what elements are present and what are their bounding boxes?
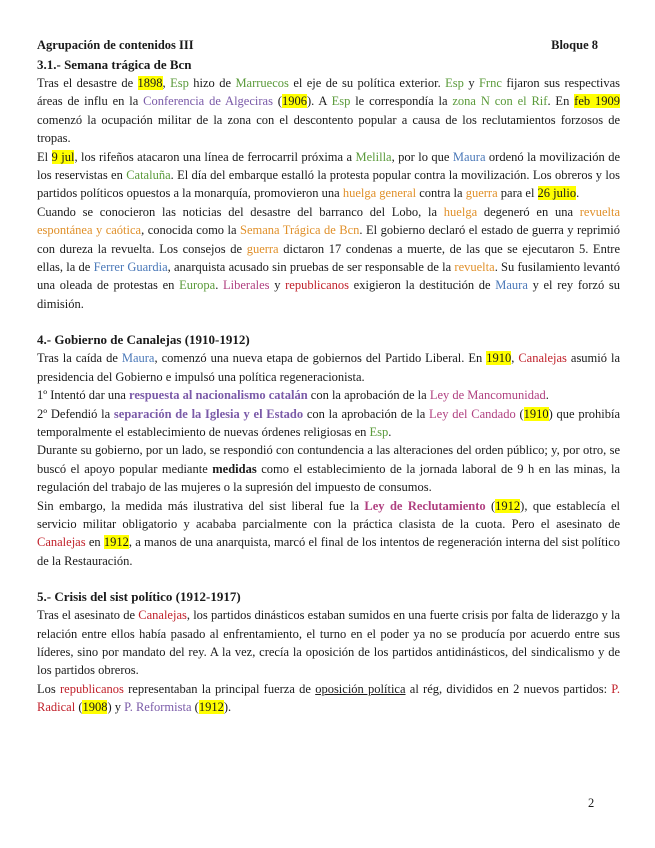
- paragraph: El 9 jul, los rifeños atacaron una línea de ferrocarril próxima a Melilla, por lo que Maura ordenó la movilización de los reservistas en Cataluña. El día del embarque estalló la protesta popular contra la movilización. Los obreros y los partidos políticos opuestos a la monarquía, promovieron una huelga general contra la guerra para el 26 julio.: [37, 149, 621, 201]
- section-3-1-heading: 3.1.- Semana trágica de Bcn: [37, 57, 192, 72]
- paragraph: Tras la caída de Maura, comenzó una nueva etapa de gobiernos del Partido Liberal. En 1910, Canalejas asumió la presidencia del Gobierno e impulsó una política regeneracionista.: [37, 351, 620, 384]
- header-bloque: Bloque 8: [551, 38, 598, 52]
- section-5-heading: 5.- Crisis del sist político (1912-1917): [37, 589, 241, 605]
- page-header: [37, 38, 620, 56]
- paragraph: Tras el asesinato de Canalejas, los partidos dinásticos estaban sumidos en una fuerte crisis por falta de liderazgo y la relación entre ellos había pasado al enfrentamiento, el turno en el poder ya no se producía por acuerdo entre sus líderes, sino por mandato del rey. A la vez, crecía la oposición de los partidos antidinásticos, del sindicalismo y de los partidos obreros.: [37, 608, 620, 678]
- paragraph: Sin embargo, la medida más ilustrativa del sist liberal fue la Ley de Reclutamiento (1912), que establecía el servicio militar obligatorio y acababa parcialmente con la práctica clasista de la cuota. Pero el asesinato de Canalejas en 1912, a manos de una anarquista, marcó el final de los intentos de regeneración interna del sist político de la Restauración.: [37, 498, 620, 568]
- paragraph: 1º Intentó dar una respuesta al nacionalismo catalán con la aprobación de la Ley de Mancomunidad.: [37, 388, 549, 403]
- page-number: 2: [588, 796, 595, 810]
- paragraph: Durante su gobierno, por un lado, se respondió con contundencia a las alteraciones del orden público; y, por otro, se buscó el apoyo popular mediante medidas como el establecimiento de la jornada laboral de 9 h en las minas, la regulación del trabajo de las mujeres o la supresión del impuesto de consumos.: [37, 443, 620, 495]
- paragraph: 2º Defendió la separación de la Iglesia y el Estado con la aprobación de la Ley del Candado (1910) que prohibía temporalmente el establecimiento de nuevas órdenes religiosas en Esp.: [37, 406, 620, 439]
- header-title: Agrupación de contenidos III: [37, 38, 194, 52]
- paragraph: Cuando se conocieron las noticias del desastre del barranco del Lobo, la huelga degeneró en una revuelta espontánea y caótica, conocida como la Semana Trágica de Bcn. El gobierno declaró el estado de guerra y reprimió con dureza la revuelta. Los consejos de guerra dictaron 17 condenas a muerte, de las que se ejecutaron 5. Entre ellas, la de Ferrer Guardia, anarquista acusado sin pruebas de ser responsable de la revuelta. Su fusilamiento levantó una oleada de protestas en Europa. Liberales y republicanos exigieron la destitución de Maura y el rey forzó su dimisión.: [37, 204, 621, 311]
- section-4-heading: 4.- Gobierno de Canalejas (1910-1912): [37, 332, 250, 348]
- paragraph: Tras el desastre de 1898, Esp hizo de Marruecos el eje de su política exterior. Esp y Frnc fijaron sus respectivas áreas de influ en la Conferencia de Algeciras (1906). A Esp le correspondía la zona N con el Rif. En feb 1909 comenzó la ocupación militar de la zona con el descontento popular a causa de los reclutamientos forzosos de tropas.: [37, 76, 620, 146]
- document-page: [37, 38, 620, 717]
- paragraph: Los republicanos representaban la principal fuerza de oposición política al rég, divididos en 2 nuevos partidos: P. Radical (1908) y P. Reformista (1912).: [37, 681, 620, 715]
